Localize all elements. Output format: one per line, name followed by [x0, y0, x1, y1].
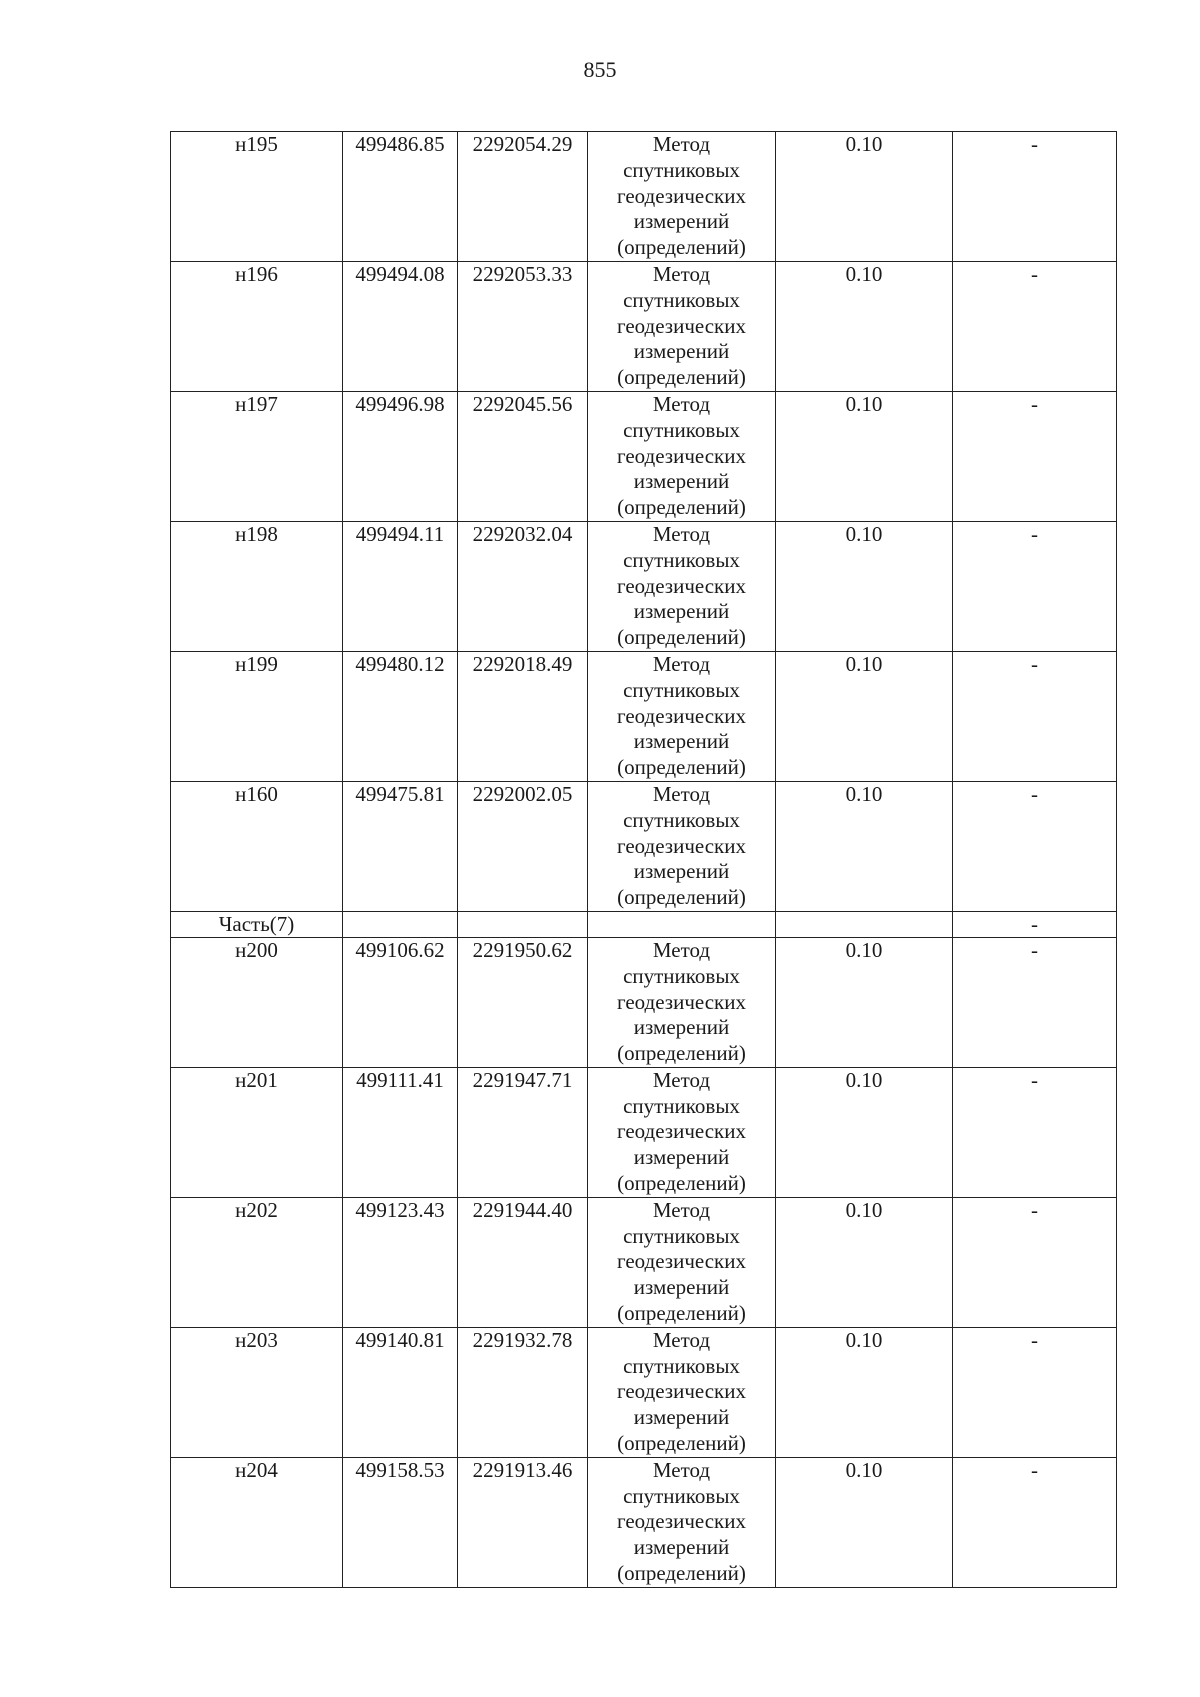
method-line: геодезических	[616, 1379, 746, 1404]
y-coordinate-cell: 2291913.46	[458, 1457, 588, 1587]
note-cell: -	[953, 1327, 1117, 1457]
method-line: Метод	[652, 391, 711, 416]
method-line: (определений)	[617, 1301, 746, 1326]
y-coordinate-cell: 2291950.62	[458, 937, 588, 1067]
method-line: спутниковых	[623, 1223, 740, 1248]
x-coordinate-cell: 499140.81	[343, 1327, 458, 1457]
accuracy-cell: 0.10	[776, 651, 953, 781]
method-line: геодезических	[616, 313, 746, 338]
method-line: геодезических	[616, 573, 746, 598]
method-cell	[588, 1067, 776, 1197]
method-line: Метод	[652, 937, 711, 962]
method-line: геодезических	[616, 989, 746, 1014]
method-line: спутниковых	[623, 157, 740, 182]
method-line: измерений	[633, 209, 730, 234]
method-line: геодезических	[616, 703, 746, 728]
x-coordinate-cell: 499123.43	[343, 1197, 458, 1327]
note-cell: -	[953, 937, 1117, 1067]
method-line: Метод	[652, 1197, 711, 1222]
method-line: спутниковых	[623, 547, 740, 572]
method-line: геодезических	[616, 1509, 746, 1534]
y-coordinate-cell: 2292032.04	[458, 521, 588, 651]
method-line: (определений)	[617, 885, 746, 910]
method-line: геодезических	[616, 443, 746, 468]
method-line: (определений)	[617, 1041, 746, 1066]
method-line: измерений	[633, 599, 730, 624]
note-cell: -	[953, 781, 1117, 911]
method-line: Метод	[652, 651, 711, 676]
method-line: (определений)	[617, 235, 746, 260]
point-name-cell: н204	[171, 1457, 343, 1587]
note-cell: -	[953, 1457, 1117, 1587]
table-row	[171, 391, 1117, 521]
method-line: измерений	[633, 729, 730, 754]
note-cell: -	[953, 651, 1117, 781]
x-coordinate-cell: 499494.08	[343, 261, 458, 391]
method-line: (определений)	[617, 755, 746, 780]
method-line: (определений)	[617, 1431, 746, 1456]
method-cell	[588, 1327, 776, 1457]
table-row	[171, 1197, 1117, 1327]
point-name-cell: н197	[171, 391, 343, 521]
table-row	[171, 132, 1117, 262]
method-line: Метод	[652, 1067, 711, 1092]
method-line: спутниковых	[623, 1093, 740, 1118]
part-label-cell: Часть(7)	[171, 911, 343, 937]
point-name-cell: н160	[171, 781, 343, 911]
accuracy-cell: 0.10	[776, 937, 953, 1067]
note-cell: -	[953, 521, 1117, 651]
method-line: Метод	[652, 1327, 711, 1352]
point-name-cell: н203	[171, 1327, 343, 1457]
accuracy-cell: 0.10	[776, 781, 953, 911]
point-name-cell: н195	[171, 132, 343, 262]
point-name-cell: н198	[171, 521, 343, 651]
accuracy-cell: 0.10	[776, 1197, 953, 1327]
note-cell: -	[953, 261, 1117, 391]
coordinates-table-body	[171, 132, 1117, 1588]
note-cell: -	[953, 391, 1117, 521]
accuracy-cell: 0.10	[776, 1457, 953, 1587]
y-coordinate-cell: 2292053.33	[458, 261, 588, 391]
table-row	[171, 1327, 1117, 1457]
note-cell: -	[953, 1067, 1117, 1197]
note-cell: -	[953, 1197, 1117, 1327]
point-name-cell: н201	[171, 1067, 343, 1197]
method-line: спутниковых	[623, 287, 740, 312]
table-row	[171, 651, 1117, 781]
empty-cell	[458, 911, 588, 937]
method-line: измерений	[633, 1405, 730, 1430]
table-row	[171, 937, 1117, 1067]
method-line: спутниковых	[623, 417, 740, 442]
x-coordinate-cell: 499496.98	[343, 391, 458, 521]
method-cell	[588, 1197, 776, 1327]
accuracy-cell: 0.10	[776, 1327, 953, 1457]
x-coordinate-cell: 499111.41	[343, 1067, 458, 1197]
method-line: Метод	[652, 132, 711, 156]
y-coordinate-cell: 2291932.78	[458, 1327, 588, 1457]
method-line: Метод	[652, 261, 711, 286]
method-line: спутниковых	[623, 1353, 740, 1378]
x-coordinate-cell: 499494.11	[343, 521, 458, 651]
x-coordinate-cell: 499486.85	[343, 132, 458, 262]
method-line: спутниковых	[623, 677, 740, 702]
method-line: геодезических	[616, 1119, 746, 1144]
method-line: измерений	[633, 339, 730, 364]
empty-cell	[776, 911, 953, 937]
empty-cell	[343, 911, 458, 937]
method-line: Метод	[652, 1457, 711, 1482]
empty-cell	[588, 911, 776, 937]
method-line: геодезических	[616, 1249, 746, 1274]
method-line: спутниковых	[623, 1483, 740, 1508]
accuracy-cell: 0.10	[776, 391, 953, 521]
method-line: измерений	[633, 1015, 730, 1040]
note-cell: -	[953, 132, 1117, 262]
method-line: (определений)	[617, 625, 746, 650]
method-line: измерений	[633, 1275, 730, 1300]
method-line: измерений	[633, 1535, 730, 1560]
y-coordinate-cell: 2292045.56	[458, 391, 588, 521]
accuracy-cell: 0.10	[776, 1067, 953, 1197]
method-line: геодезических	[616, 833, 746, 858]
method-cell	[588, 651, 776, 781]
method-line: измерений	[633, 859, 730, 884]
accuracy-cell: 0.10	[776, 132, 953, 262]
part-header-row	[171, 911, 1117, 937]
note-cell: -	[953, 911, 1117, 937]
method-cell	[588, 261, 776, 391]
accuracy-cell: 0.10	[776, 261, 953, 391]
method-line: (определений)	[617, 495, 746, 520]
method-line: измерений	[633, 1145, 730, 1170]
x-coordinate-cell: 499158.53	[343, 1457, 458, 1587]
x-coordinate-cell: 499480.12	[343, 651, 458, 781]
x-coordinate-cell: 499475.81	[343, 781, 458, 911]
method-line: Метод	[652, 781, 711, 806]
method-line: спутниковых	[623, 963, 740, 988]
point-name-cell: н196	[171, 261, 343, 391]
method-line: (определений)	[617, 1561, 746, 1586]
method-line: измерений	[633, 469, 730, 494]
y-coordinate-cell: 2292002.05	[458, 781, 588, 911]
method-cell	[588, 391, 776, 521]
method-cell	[588, 937, 776, 1067]
method-cell	[588, 1457, 776, 1587]
x-coordinate-cell: 499106.62	[343, 937, 458, 1067]
y-coordinate-cell: 2292018.49	[458, 651, 588, 781]
point-name-cell: н199	[171, 651, 343, 781]
table-row	[171, 261, 1117, 391]
method-line: (определений)	[617, 1171, 746, 1196]
accuracy-cell: 0.10	[776, 521, 953, 651]
y-coordinate-cell: 2291947.71	[458, 1067, 588, 1197]
method-cell	[588, 781, 776, 911]
method-cell	[588, 521, 776, 651]
page-number: 855	[583, 57, 617, 82]
method-cell	[588, 132, 776, 262]
point-name-cell: н202	[171, 1197, 343, 1327]
method-line: Метод	[652, 521, 711, 546]
y-coordinate-cell: 2291944.40	[458, 1197, 588, 1327]
method-line: спутниковых	[623, 807, 740, 832]
table-row	[171, 1067, 1117, 1197]
table-row	[171, 1457, 1117, 1587]
table-row	[171, 781, 1117, 911]
method-line: (определений)	[617, 365, 746, 390]
coordinates-table	[170, 131, 1117, 1588]
method-line: геодезических	[616, 183, 746, 208]
y-coordinate-cell: 2292054.29	[458, 132, 588, 262]
table-row	[171, 521, 1117, 651]
point-name-cell: н200	[171, 937, 343, 1067]
